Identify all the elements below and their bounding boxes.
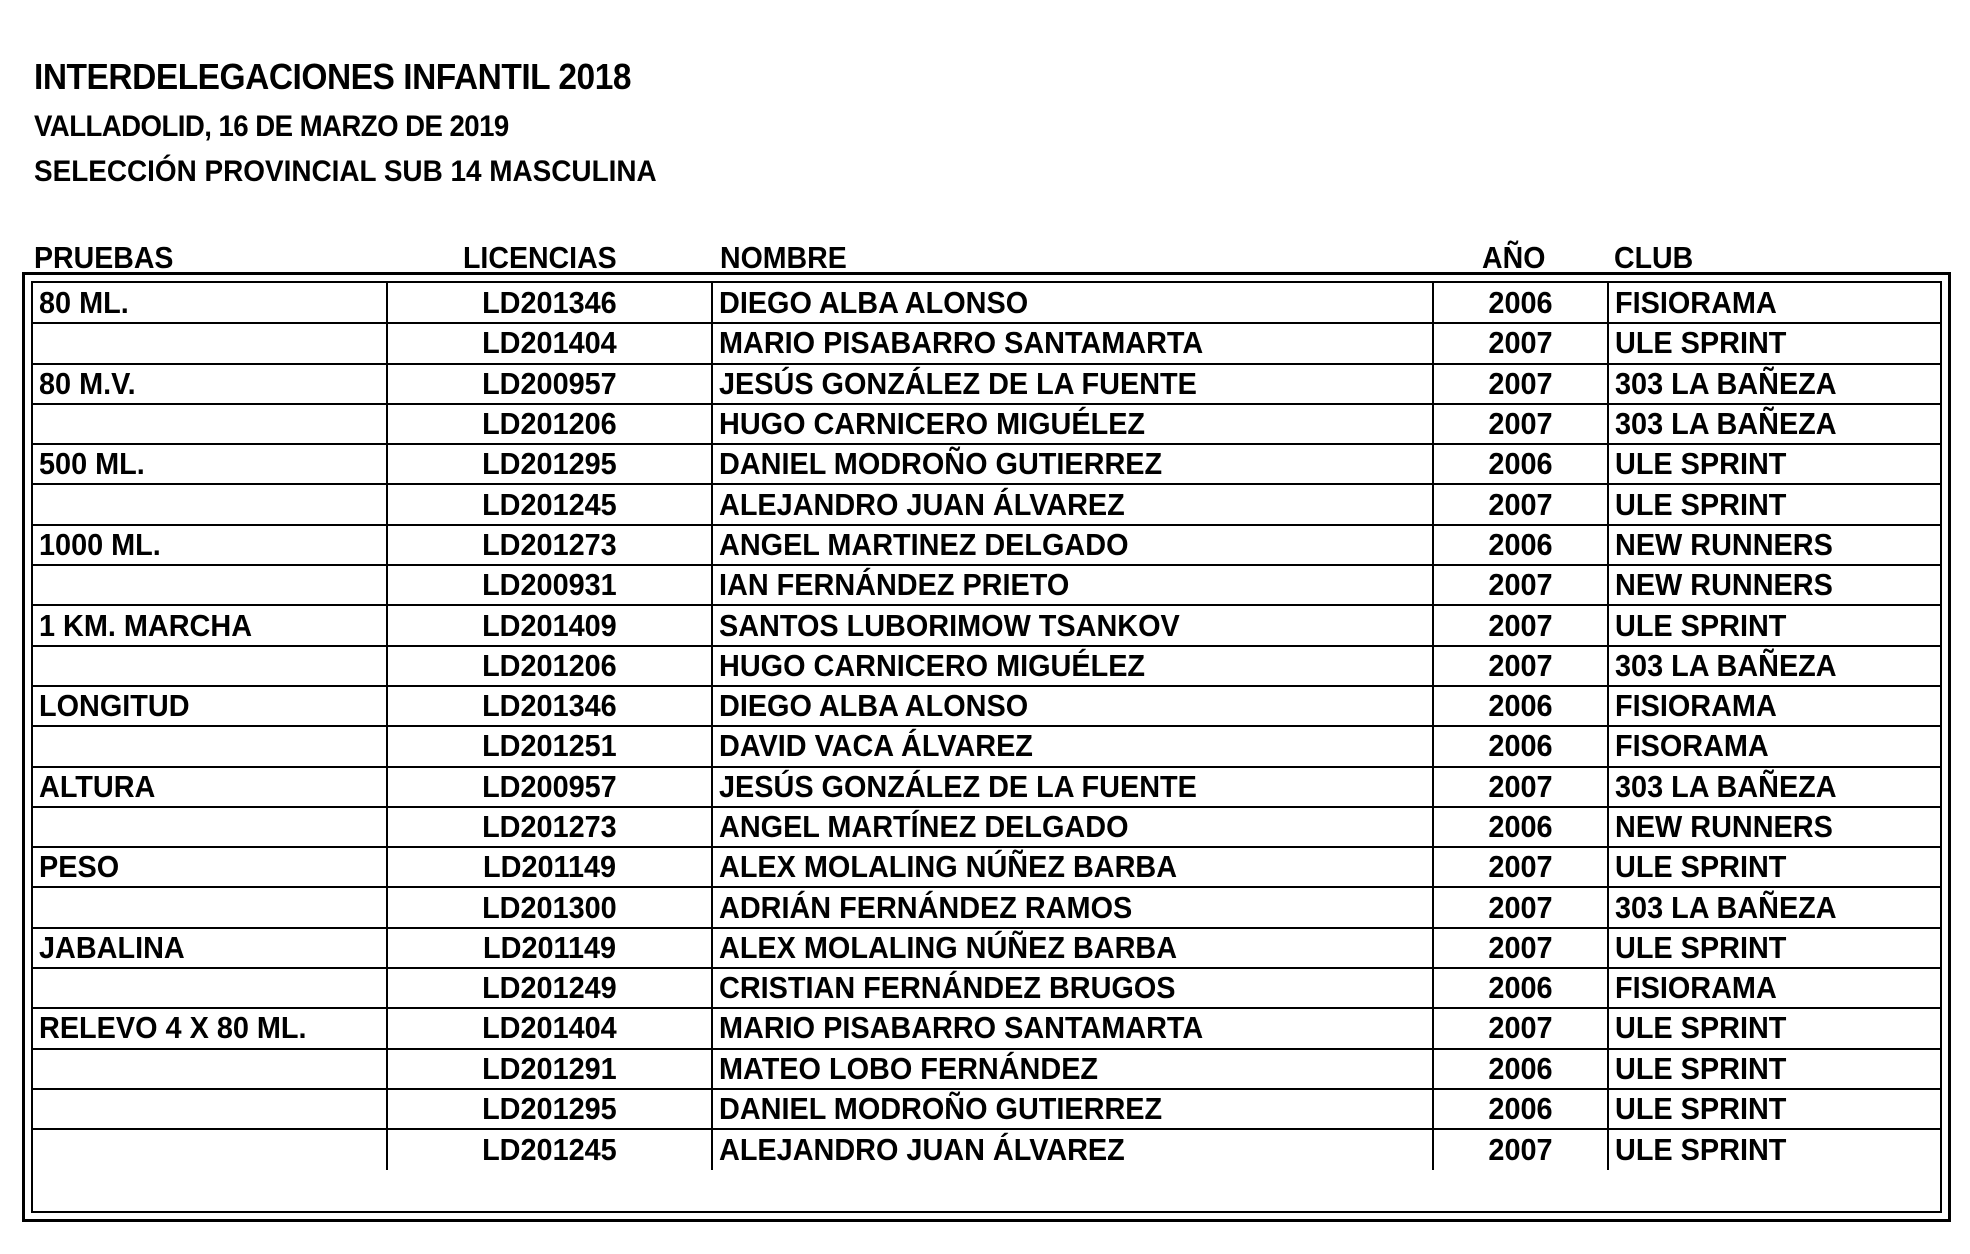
cell-ano: [1433, 1008, 1608, 1048]
cell-licencia-text: LD201149: [482, 929, 617, 965]
cell-club: [1608, 565, 1940, 605]
cell-club-text: FISORAMA: [1615, 728, 1769, 764]
cell-nombre-text: MARIO PISABARRO SANTAMARTA: [719, 325, 1204, 361]
cell-club-text: FISIORAMA: [1615, 688, 1777, 724]
cell-club: [1608, 605, 1940, 645]
cell-club-text: ULE SPRINT: [1615, 1010, 1787, 1046]
cell-licencia: [387, 444, 712, 484]
cell-licencia-text: LD201295: [482, 1091, 617, 1127]
cell-prueba: [33, 525, 387, 565]
cell-prueba-text: 1 KM. MARCHA: [39, 607, 253, 643]
cell-prueba: [33, 323, 387, 363]
cell-club: [1608, 807, 1940, 847]
table-row: [33, 1129, 1940, 1169]
cell-club-text: 303 LA BAÑEZA: [1615, 768, 1837, 804]
cell-ano: [1433, 807, 1608, 847]
cell-ano-text: 2007: [1488, 365, 1553, 401]
cell-licencia-text: LD201291: [482, 1050, 617, 1086]
cell-club-text: 303 LA BAÑEZA: [1615, 889, 1837, 925]
cell-nombre-text: DAVID VACA ÁLVAREZ: [719, 728, 1033, 764]
cell-nombre-text: JESÚS GONZÁLEZ DE LA FUENTE: [719, 365, 1197, 401]
cell-ano: [1433, 767, 1608, 807]
cell-licencia: [387, 1129, 712, 1169]
cell-prueba-text: 1000 ML.: [39, 526, 161, 562]
cell-ano-text: 2006: [1488, 728, 1553, 764]
cell-prueba-text: LONGITUD: [39, 688, 190, 724]
table-row: [33, 968, 1940, 1008]
cell-club-text: 303 LA BAÑEZA: [1615, 365, 1837, 401]
cell-ano-text: 2006: [1488, 688, 1553, 724]
cell-prueba: [33, 1049, 387, 1089]
cell-licencia: [387, 484, 712, 524]
cell-club-text: 303 LA BAÑEZA: [1615, 406, 1837, 442]
cell-licencia: [387, 807, 712, 847]
cell-ano-text: 2006: [1488, 809, 1553, 844]
cell-prueba: [33, 1089, 387, 1129]
table-row: [33, 364, 1940, 404]
cell-nombre-text: DIEGO ALBA ALONSO: [719, 688, 1029, 724]
cell-licencia: [387, 767, 712, 807]
cell-licencia: [387, 726, 712, 766]
cell-club-text: NEW RUNNERS: [1615, 809, 1833, 844]
cell-ano: [1433, 1089, 1608, 1129]
cell-licencia-text: LD200957: [482, 768, 617, 804]
cell-licencia: [387, 686, 712, 726]
column-header-ano: AÑO: [1482, 240, 1546, 275]
cell-club: [1608, 887, 1940, 927]
cell-ano-text: 2006: [1488, 446, 1553, 482]
cell-club-text: ULE SPRINT: [1615, 486, 1787, 522]
table-row: [33, 1008, 1940, 1048]
cell-ano-text: 2006: [1488, 1091, 1553, 1127]
cell-licencia-text: LD201273: [482, 809, 617, 844]
table-row: [33, 525, 1940, 565]
cell-nombre: [712, 928, 1433, 968]
cell-licencia: [387, 525, 712, 565]
cell-nombre: [712, 1008, 1433, 1048]
cell-nombre: [712, 1129, 1433, 1169]
cell-club: [1608, 1089, 1940, 1129]
selection-subtitle: SELECCIÓN PROVINCIAL SUB 14 MASCULINA: [34, 155, 657, 188]
cell-nombre: [712, 404, 1433, 444]
cell-prueba: [33, 1008, 387, 1048]
cell-club-text: FISIORAMA: [1615, 284, 1777, 320]
cell-licencia: [387, 968, 712, 1008]
cell-ano: [1433, 605, 1608, 645]
cell-club: [1608, 283, 1940, 323]
cell-nombre-text: ALEJANDRO JUAN ÁLVAREZ: [719, 486, 1125, 522]
cell-nombre: [712, 726, 1433, 766]
cell-club: [1608, 968, 1940, 1008]
cell-club-text: ULE SPRINT: [1615, 929, 1787, 965]
cell-ano: [1433, 847, 1608, 887]
cell-ano: [1433, 1049, 1608, 1089]
cell-nombre-text: IAN FERNÁNDEZ PRIETO: [719, 567, 1070, 603]
cell-club-text: ULE SPRINT: [1615, 325, 1787, 361]
cell-nombre-text: HUGO CARNICERO MIGUÉLEZ: [719, 406, 1146, 442]
table-row: [33, 887, 1940, 927]
cell-licencia-text: LD201273: [482, 526, 617, 562]
cell-licencia: [387, 323, 712, 363]
cell-licencia-text: LD201404: [482, 1010, 617, 1046]
cell-club: [1608, 928, 1940, 968]
cell-prueba: [33, 887, 387, 927]
cell-licencia: [387, 283, 712, 323]
column-header-club: CLUB: [1614, 240, 1694, 275]
cell-prueba: [33, 1129, 387, 1169]
cell-ano: [1433, 1129, 1608, 1169]
cell-licencia-text: LD201346: [482, 284, 617, 320]
cell-licencia-text: LD201206: [482, 406, 617, 442]
cell-ano: [1433, 565, 1608, 605]
cell-nombre-text: ALEJANDRO JUAN ÁLVAREZ: [719, 1131, 1125, 1167]
cell-ano-text: 2007: [1488, 486, 1553, 522]
cell-nombre-text: DANIEL MODROÑO GUTIERREZ: [719, 446, 1163, 482]
cell-prueba-text: ALTURA: [39, 768, 156, 804]
cell-licencia-text: LD201245: [482, 1131, 617, 1167]
cell-nombre: [712, 364, 1433, 404]
column-header-pruebas: PRUEBAS: [34, 240, 174, 275]
cell-club: [1608, 323, 1940, 363]
cell-ano-text: 2006: [1488, 970, 1553, 1006]
cell-club: [1608, 404, 1940, 444]
cell-nombre: [712, 767, 1433, 807]
cell-licencia: [387, 565, 712, 605]
cell-prueba: [33, 807, 387, 847]
cell-prueba: [33, 646, 387, 686]
cell-licencia-text: LD201404: [482, 325, 617, 361]
table-row: [33, 807, 1940, 847]
cell-prueba-text: JABALINA: [39, 929, 185, 965]
cell-licencia: [387, 928, 712, 968]
cell-nombre: [712, 807, 1433, 847]
cell-ano: [1433, 887, 1608, 927]
table-row: [33, 1089, 1940, 1129]
cell-prueba: [33, 404, 387, 444]
cell-nombre-text: MATEO LOBO FERNÁNDEZ: [719, 1050, 1099, 1086]
cell-ano: [1433, 364, 1608, 404]
document-title: INTERDELEGACIONES INFANTIL 2018: [34, 56, 632, 97]
cell-ano-text: 2006: [1488, 1050, 1553, 1086]
cell-prueba-text: 80 M.V.: [39, 365, 136, 401]
cell-club: [1608, 646, 1940, 686]
cell-nombre-text: ANGEL MARTINEZ DELGADO: [719, 526, 1129, 562]
table-row: [33, 565, 1940, 605]
cell-licencia-text: LD201249: [482, 970, 617, 1006]
cell-ano: [1433, 404, 1608, 444]
cell-nombre: [712, 686, 1433, 726]
cell-nombre-text: DIEGO ALBA ALONSO: [719, 284, 1029, 320]
cell-licencia: [387, 887, 712, 927]
cell-licencia-text: LD201295: [482, 446, 617, 482]
table-row: [33, 646, 1940, 686]
roster-table-frame: [22, 272, 1951, 1222]
cell-ano: [1433, 323, 1608, 363]
cell-club-text: NEW RUNNERS: [1615, 567, 1833, 603]
cell-nombre: [712, 565, 1433, 605]
cell-licencia: [387, 404, 712, 444]
cell-club-text: FISIORAMA: [1615, 970, 1777, 1006]
table-row: [33, 404, 1940, 444]
cell-licencia: [387, 1089, 712, 1129]
cell-licencia-text: LD201245: [482, 486, 617, 522]
cell-prueba-text: RELEVO 4 X 80 ML.: [39, 1010, 307, 1046]
cell-nombre-text: ANGEL MARTÍNEZ DELGADO: [719, 809, 1129, 844]
cell-ano-text: 2007: [1488, 768, 1553, 804]
cell-prueba: [33, 565, 387, 605]
table-row: [33, 484, 1940, 524]
cell-club: [1608, 1008, 1940, 1048]
cell-nombre-text: JESÚS GONZÁLEZ DE LA FUENTE: [719, 768, 1197, 804]
cell-ano-text: 2007: [1488, 325, 1553, 361]
roster-table-inner-frame: [31, 281, 1942, 1213]
cell-prueba: [33, 605, 387, 645]
cell-ano-text: 2007: [1488, 889, 1553, 925]
cell-ano-text: 2007: [1488, 567, 1553, 603]
cell-club: [1608, 1049, 1940, 1089]
table-row: [33, 283, 1940, 323]
cell-licencia-text: LD201251: [482, 728, 617, 764]
cell-prueba: [33, 283, 387, 323]
cell-licencia: [387, 847, 712, 887]
cell-ano: [1433, 928, 1608, 968]
cell-ano-text: 2007: [1488, 607, 1553, 643]
table-row: [33, 605, 1940, 645]
roster-table: [33, 283, 1940, 1170]
cell-licencia: [387, 364, 712, 404]
cell-ano: [1433, 283, 1608, 323]
cell-prueba-text: PESO: [39, 849, 120, 885]
table-row: [33, 323, 1940, 363]
cell-club-text: ULE SPRINT: [1615, 1050, 1787, 1086]
cell-prueba: [33, 726, 387, 766]
table-row: [33, 928, 1940, 968]
cell-nombre-text: SANTOS LUBORIMOW TSANKOV: [719, 607, 1180, 643]
cell-club-text: ULE SPRINT: [1615, 849, 1787, 885]
column-header-licencias: LICENCIAS: [463, 240, 617, 275]
cell-nombre: [712, 283, 1433, 323]
cell-ano-text: 2006: [1488, 284, 1553, 320]
cell-nombre-text: MARIO PISABARRO SANTAMARTA: [719, 1010, 1204, 1046]
table-row: [33, 847, 1940, 887]
cell-ano: [1433, 484, 1608, 524]
cell-ano-text: 2007: [1488, 1131, 1553, 1167]
cell-ano: [1433, 968, 1608, 1008]
cell-nombre-text: CRISTIAN FERNÁNDEZ BRUGOS: [719, 970, 1176, 1006]
cell-ano-text: 2006: [1488, 526, 1553, 562]
cell-club-text: ULE SPRINT: [1615, 607, 1787, 643]
column-header-nombre: NOMBRE: [720, 240, 847, 275]
cell-ano-text: 2007: [1488, 849, 1553, 885]
cell-prueba: [33, 484, 387, 524]
cell-licencia-text: LD201346: [482, 688, 617, 724]
cell-prueba: [33, 968, 387, 1008]
cell-ano-text: 2007: [1488, 929, 1553, 965]
cell-ano-text: 2007: [1488, 647, 1553, 683]
cell-nombre-text: ALEX MOLALING NÚÑEZ BARBA: [719, 929, 1178, 965]
cell-nombre: [712, 444, 1433, 484]
cell-club-text: ULE SPRINT: [1615, 1091, 1787, 1127]
cell-licencia-text: LD200957: [482, 365, 617, 401]
cell-nombre: [712, 525, 1433, 565]
cell-ano: [1433, 646, 1608, 686]
table-row: [33, 686, 1940, 726]
cell-club: [1608, 525, 1940, 565]
event-location-date: VALLADOLID, 16 DE MARZO DE 2019: [34, 110, 509, 143]
cell-nombre-text: ALEX MOLALING NÚÑEZ BARBA: [719, 849, 1178, 885]
cell-nombre: [712, 847, 1433, 887]
cell-prueba: [33, 686, 387, 726]
cell-club: [1608, 847, 1940, 887]
cell-ano-text: 2007: [1488, 406, 1553, 442]
cell-ano: [1433, 686, 1608, 726]
cell-nombre: [712, 605, 1433, 645]
cell-licencia-text: LD201149: [482, 849, 617, 885]
table-row: [33, 767, 1940, 807]
cell-prueba: [33, 928, 387, 968]
cell-prueba: [33, 767, 387, 807]
cell-prueba: [33, 444, 387, 484]
table-row: [33, 726, 1940, 766]
cell-nombre: [712, 646, 1433, 686]
cell-prueba-text: 80 ML.: [39, 284, 129, 320]
cell-club: [1608, 444, 1940, 484]
cell-club-text: ULE SPRINT: [1615, 1131, 1787, 1167]
cell-licencia-text: LD201206: [482, 647, 617, 683]
cell-nombre: [712, 887, 1433, 927]
table-row: [33, 444, 1940, 484]
cell-nombre: [712, 968, 1433, 1008]
cell-ano: [1433, 525, 1608, 565]
cell-licencia: [387, 605, 712, 645]
cell-nombre: [712, 1089, 1433, 1129]
cell-prueba: [33, 847, 387, 887]
cell-ano: [1433, 444, 1608, 484]
cell-club: [1608, 686, 1940, 726]
cell-nombre: [712, 1049, 1433, 1089]
cell-club: [1608, 726, 1940, 766]
cell-licencia-text: LD201409: [482, 607, 617, 643]
cell-club: [1608, 364, 1940, 404]
roster-table-body: [33, 283, 1940, 1170]
cell-club: [1608, 767, 1940, 807]
cell-ano: [1433, 726, 1608, 766]
cell-licencia-text: LD201300: [482, 889, 617, 925]
cell-licencia: [387, 646, 712, 686]
cell-nombre: [712, 484, 1433, 524]
cell-nombre-text: DANIEL MODROÑO GUTIERREZ: [719, 1091, 1163, 1127]
cell-licencia: [387, 1008, 712, 1048]
cell-club-text: 303 LA BAÑEZA: [1615, 647, 1837, 683]
cell-club-text: ULE SPRINT: [1615, 446, 1787, 482]
cell-ano-text: 2007: [1488, 1010, 1553, 1046]
cell-nombre-text: HUGO CARNICERO MIGUÉLEZ: [719, 647, 1146, 683]
cell-licencia-text: LD200931: [482, 567, 617, 603]
cell-prueba: [33, 364, 387, 404]
cell-club-text: NEW RUNNERS: [1615, 526, 1833, 562]
cell-licencia: [387, 1049, 712, 1089]
cell-nombre-text: ADRIÁN FERNÁNDEZ RAMOS: [719, 889, 1133, 925]
cell-club: [1608, 484, 1940, 524]
cell-nombre: [712, 323, 1433, 363]
cell-club: [1608, 1129, 1940, 1169]
table-row: [33, 1049, 1940, 1089]
cell-prueba-text: 500 ML.: [39, 446, 145, 482]
